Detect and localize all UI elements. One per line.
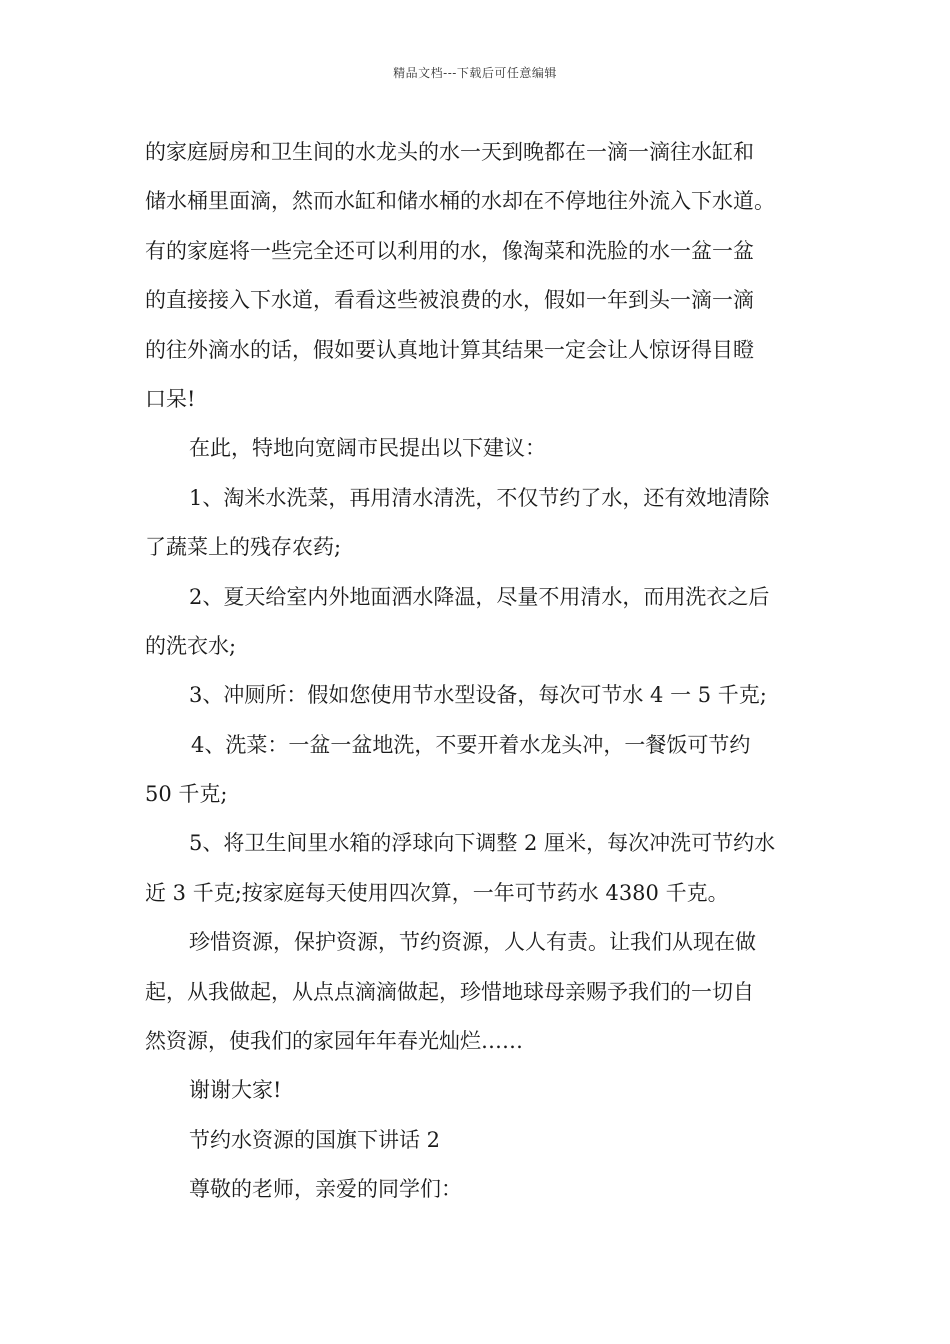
suggestion-2-line: 的洗衣水; [145, 633, 237, 658]
page-header: 精品文档---下载后可任意编辑 [393, 66, 557, 80]
paragraph-line: 在此，特地向宽阔市民提出以下建议： [189, 436, 546, 461]
suggestion-4-line: 50 千克; [145, 782, 228, 807]
paragraph-line: 的往外滴水的话，假如要认真地计算其结果一定会让人惊讶得目瞪 [145, 337, 754, 362]
closing-paragraph-line: 起，从我做起，从点点滴滴做起，珍惜地球母亲赐予我们的一切自 [145, 979, 754, 1004]
paragraph-line: 的家庭厨房和卫生间的水龙头的水一天到晚都在一滴一滴往水缸和 [145, 140, 754, 164]
closing-paragraph-line: 然资源，使我们的家园年年春光灿烂…… [145, 1029, 523, 1054]
suggestion-2-line: 2、夏天给室内外地面洒水降温，尽量不用清水，而用洗衣之后 [189, 584, 770, 609]
closing-paragraph-line: 珍惜资源，保护资源，节约资源，人人有责。让我们从现在做 [189, 930, 756, 955]
section-title: 节约水资源的国旗下讲话 2 [189, 1127, 441, 1152]
suggestion-1-line: 1、淘米水洗菜，再用清水清洗，不仅节约了水，还有效地清除 [189, 485, 770, 510]
paragraph-line: 有的家庭将一些完全还可以利用的水，像淘菜和洗脸的水一盆一盆 [145, 238, 754, 263]
document-body [145, 128, 810, 1215]
suggestion-1-line: 了蔬菜上的残存农药; [145, 535, 342, 560]
suggestion-5-line: 5、将卫生间里水箱的浮球向下调整 2 厘米，每次冲洗可节约水 [189, 831, 776, 856]
paragraph-line: 口呆! [145, 386, 196, 411]
salutation-line: 尊敬的老师，亲爱的同学们： [189, 1177, 462, 1202]
suggestion-4-line: 4、洗菜：一盆一盆地洗，不要开着水龙头冲，一餐饭可节约 [191, 732, 751, 757]
paragraph-line: 的直接接入下水道，看看这些被浪费的水，假如一年到头一滴一滴 [145, 288, 754, 313]
thanks-line: 谢谢大家! [189, 1078, 282, 1103]
suggestion-3-line: 3、冲厕所：假如您使用节水型设备，每次可节水 4 一 5 千克; [189, 683, 767, 708]
suggestion-5-line: 近 3 千克;按家庭每天使用四次算，一年可节药水 4380 千克。 [145, 880, 729, 905]
paragraph-line: 储水桶里面滴，然而水缸和储水桶的水却在不停地往外流入下水道。 [145, 189, 775, 214]
